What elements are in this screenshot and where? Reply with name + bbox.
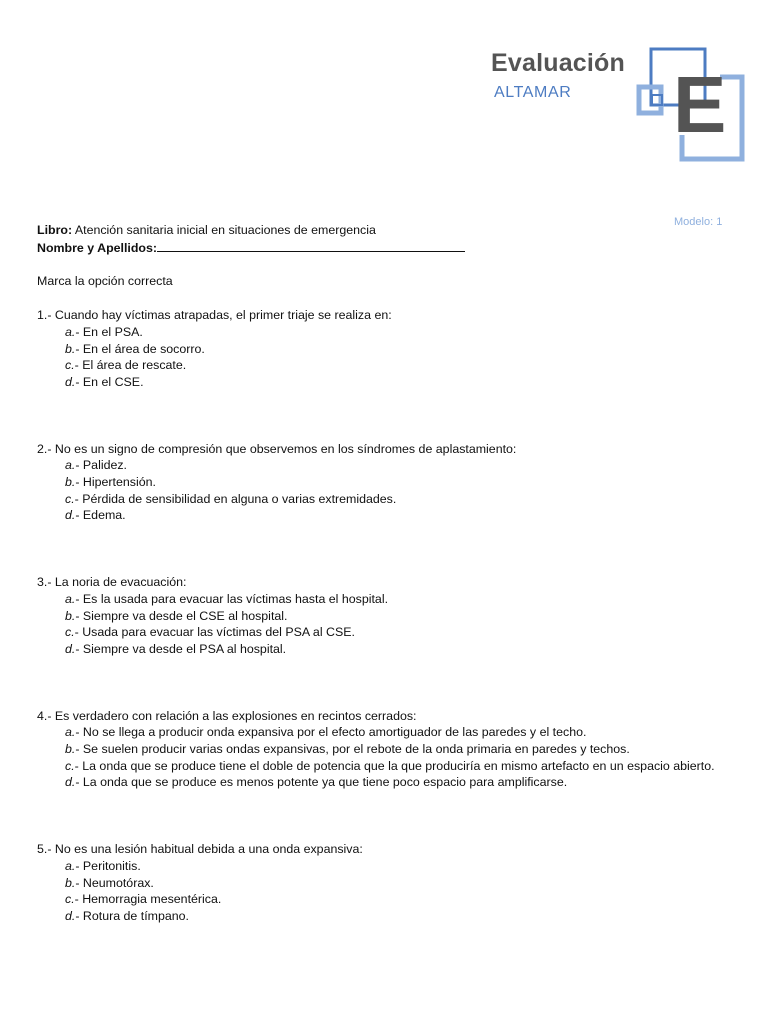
option-text: - Se suelen producir varias ondas expansivas, por el rebote de la onda primaria en paredes y techos. — [75, 742, 630, 757]
option-text: - Siempre va desde el PSA al hospital. — [75, 641, 287, 656]
option-text: - Siempre va desde el CSE al hospital. — [75, 608, 288, 623]
option-letter: b. — [65, 742, 76, 757]
options-list — [37, 858, 737, 925]
option-letter: a. — [65, 324, 76, 339]
option-b[interactable] — [37, 875, 737, 892]
name-line — [37, 239, 737, 257]
option-a[interactable] — [37, 457, 737, 474]
option-c[interactable] — [37, 891, 737, 908]
option-letter: d. — [65, 775, 76, 790]
option-text: - En el PSA. — [75, 324, 143, 339]
option-text: - Peritonitis. — [75, 858, 141, 873]
question-4 — [37, 708, 737, 792]
option-letter: d. — [65, 641, 76, 656]
option-text: - La onda que se produce tiene el doble de potencia que la que produciría en mismo artefacto en un espacio abierto. — [74, 758, 715, 773]
option-letter: c. — [65, 358, 75, 373]
option-a[interactable] — [37, 324, 737, 341]
name-label: Nombre y Apellidos: — [37, 240, 158, 255]
logo — [0, 0, 768, 170]
option-c[interactable] — [37, 357, 737, 374]
option-b[interactable] — [37, 741, 737, 758]
question-text: 4.- Es verdadero con relación a las explosiones en recintos cerrados: — [37, 708, 417, 723]
question-5 — [37, 841, 737, 925]
option-text: - La onda que se produce es menos potente ya que tiene poco espacio para amplificarse. — [75, 775, 568, 790]
logo-title: Evaluación — [491, 49, 625, 77]
option-letter: a. — [65, 591, 76, 606]
logo-letter: E — [673, 60, 727, 149]
option-text: - Palidez. — [75, 458, 127, 473]
option-b[interactable] — [37, 608, 737, 625]
option-a[interactable] — [37, 858, 737, 875]
option-letter: d. — [65, 374, 76, 389]
option-letter: d. — [65, 508, 76, 523]
option-b[interactable] — [37, 341, 737, 358]
option-text: - Hipertensión. — [75, 475, 156, 490]
options-list — [37, 457, 737, 524]
option-letter: b. — [65, 341, 76, 356]
model-label: Modelo: 1 — [674, 216, 723, 228]
option-text: - En el área de socorro. — [75, 341, 205, 356]
logo-e-icon — [634, 45, 748, 165]
question-1 — [37, 307, 737, 391]
question-text: 2.- No es un signo de compresión que observemos en los síndromes de aplastamiento: — [37, 441, 517, 456]
option-d[interactable] — [37, 374, 737, 391]
option-a[interactable] — [37, 724, 737, 741]
option-a[interactable] — [37, 591, 737, 608]
book-title: Atención sanitaria inicial en situaciones de emergencia — [72, 223, 376, 237]
options-list — [37, 324, 737, 391]
option-text: - Hemorragia mesentérica. — [74, 892, 222, 907]
option-d[interactable] — [37, 908, 737, 925]
option-letter: c. — [65, 625, 75, 640]
option-text: - Usada para evacuar las víctimas del PSA al CSE. — [74, 625, 355, 640]
question-text: 1.- Cuando hay víctimas atrapadas, el primer triaje se realiza en: — [37, 308, 392, 323]
exam-document — [37, 222, 737, 925]
option-letter: a. — [65, 458, 76, 473]
option-c[interactable] — [37, 491, 737, 508]
option-d[interactable] — [37, 641, 737, 658]
option-d[interactable] — [37, 507, 737, 524]
option-text: - Neumotórax. — [75, 875, 154, 890]
option-d[interactable] — [37, 774, 737, 791]
option-letter: a. — [65, 858, 76, 873]
option-letter: d. — [65, 908, 76, 923]
option-c[interactable] — [37, 758, 737, 775]
book-label: Libro: — [37, 223, 73, 237]
option-b[interactable] — [37, 474, 737, 491]
option-text: - En el CSE. — [75, 374, 144, 389]
question-2 — [37, 441, 737, 525]
option-c[interactable] — [37, 624, 737, 641]
option-letter: b. — [65, 475, 76, 490]
option-letter: a. — [65, 725, 76, 740]
option-letter: b. — [65, 875, 76, 890]
question-3 — [37, 574, 737, 658]
option-letter: b. — [65, 608, 76, 623]
options-list — [37, 591, 737, 658]
instruction: Marca la opción correcta — [37, 274, 173, 289]
option-text: - Rotura de tímpano. — [75, 908, 189, 923]
option-letter: c. — [65, 491, 75, 506]
question-text: 3.- La noria de evacuación: — [37, 575, 187, 590]
name-field[interactable] — [157, 239, 465, 252]
question-text: 5.- No es una lesión habitual debida a una onda expansiva: — [37, 842, 363, 857]
option-text: - No se llega a producir onda expansiva por el efecto amortiguador de las paredes y el techo. — [75, 725, 587, 740]
logo-subtitle: ALTAMAR — [494, 84, 572, 101]
option-text: - Es la usada para evacuar las víctimas hasta el hospital. — [75, 591, 389, 606]
option-letter: c. — [65, 892, 75, 907]
option-letter: c. — [65, 758, 75, 773]
option-text: - El área de rescate. — [74, 358, 187, 373]
options-list — [37, 724, 737, 791]
book-line — [37, 222, 737, 239]
option-text: - Pérdida de sensibilidad en alguna o varias extremidades. — [74, 491, 397, 506]
option-text: - Edema. — [75, 508, 126, 523]
